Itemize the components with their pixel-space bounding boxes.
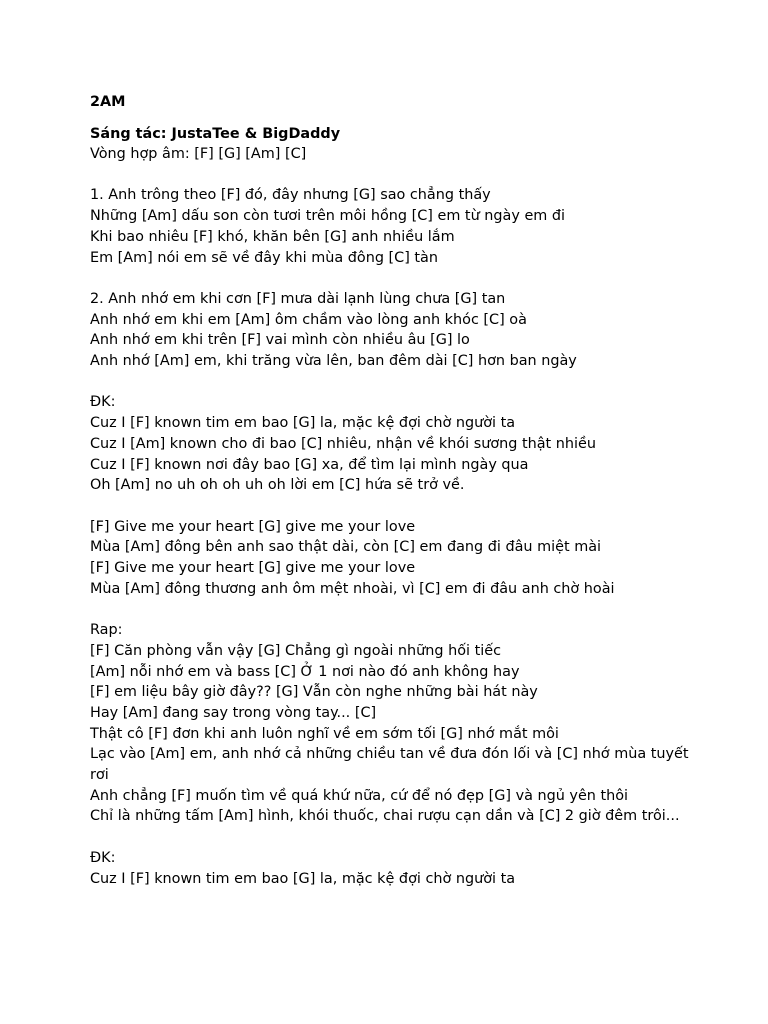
lyric-line: Cuz I [F] known nơi đây bao [G] xa, để tìm lại mình ngày qua xyxy=(90,456,529,473)
lyric-line: Chỉ là những tấm [Am] hình, khói thuốc, chai rượu cạn dần và [C] 2 giờ đêm trôi... xyxy=(90,808,680,825)
lyric-line: Cuz I [F] known tim em bao [G] la, mặc kệ đợi chờ người ta xyxy=(90,870,516,887)
lyric-line: Mùa [Am] đông bên anh sao thật dài, còn [C] em đang đi đâu miệt mài xyxy=(90,539,602,556)
lyric-line: [F] Căn phòng vẫn vậy [G] Chẳng gì ngoài những hối tiếc xyxy=(90,642,502,659)
lyric-line: Mùa [Am] đông thương anh ôm mệt nhoài, vì [C] em đi đâu anh chờ hoài xyxy=(90,580,615,597)
lyric-line: Anh nhớ em khi trên [F] vai mình còn nhiều âu [G] lo xyxy=(90,332,470,349)
lyric-line: Cuz I [Am] known cho đi bao [C] nhiêu, nhận về khói sương thật nhiều xyxy=(90,435,596,452)
lyric-line: Anh nhớ em khi em [Am] ôm chầm vào lòng anh khóc [C] oà xyxy=(90,311,527,328)
stanza xyxy=(90,185,690,268)
stanza xyxy=(90,392,690,496)
lyric-line: [F] Give me your heart [G] give me your love xyxy=(90,560,416,576)
lyrics-document xyxy=(90,92,690,910)
song-title: 2AM xyxy=(90,94,126,110)
lyric-line: Em [Am] nói em sẽ về đây khi mùa đông [C] tàn xyxy=(90,249,438,266)
stanza xyxy=(90,289,690,372)
stanza xyxy=(90,848,690,889)
lyric-line: Những [Am] dấu son còn tươi trên môi hồng [C] em từ ngày em đi xyxy=(90,208,566,225)
lyric-line: Anh chẳng [F] muốn tìm về quá khứ nữa, cứ để nó đẹp [G] và ngủ yên thôi xyxy=(90,787,629,804)
lyric-line: [F] em liệu bây giờ đây?? [G] Vẫn còn nghe những bài hát này xyxy=(90,684,538,701)
lyric-line: Anh nhớ [Am] em, khi trăng vừa lên, ban đêm dài [C] hơn ban ngày xyxy=(90,353,577,369)
lyric-line: 2. Anh nhớ em khi cơn [F] mưa dài lạnh lùng chưa [G] tan xyxy=(90,290,506,307)
chord-progression: Vòng hợp âm: [F] [G] [Am] [C] xyxy=(90,146,307,162)
lyric-line: Thật cô [F] đơn khi anh luôn nghĩ về em sớm tối [G] nhớ mắt môi xyxy=(90,725,559,742)
lyric-line: Lạc vào [Am] em, anh nhớ cả những chiều tan về đưa đón lối và [C] nhớ mùa tuyết rơi xyxy=(90,746,689,784)
lyric-line: Cuz I [F] known tim em bao [G] la, mặc kệ đợi chờ người ta xyxy=(90,415,516,432)
lyric-line: Oh [Am] no uh oh oh uh oh lời em [C] hứa sẽ trở về. xyxy=(90,477,465,494)
lyric-line: 1. Anh trông theo [F] đó, đây nhưng [G] sao chẳng thấy xyxy=(90,187,491,204)
lyrics-body xyxy=(90,185,690,889)
lyric-line: [Am] nỗi nhớ em và bass [C] Ở 1 nơi nào đó anh không hay xyxy=(90,663,520,680)
composer-credit: Sáng tác: JustaTee & BigDaddy xyxy=(90,126,341,142)
lyric-line: ĐK: xyxy=(90,849,116,866)
stanza xyxy=(90,517,690,600)
lyric-line: Rap: xyxy=(90,622,123,639)
lyric-line: Hay [Am] đang say trong vòng tay... [C] xyxy=(90,704,377,721)
stanza xyxy=(90,620,690,827)
lyric-line: ĐK: xyxy=(90,394,116,411)
lyric-line: [F] Give me your heart [G] give me your love xyxy=(90,518,416,535)
lyric-line: Khi bao nhiêu [F] khó, khăn bên [G] anh nhiều lắm xyxy=(90,228,455,245)
